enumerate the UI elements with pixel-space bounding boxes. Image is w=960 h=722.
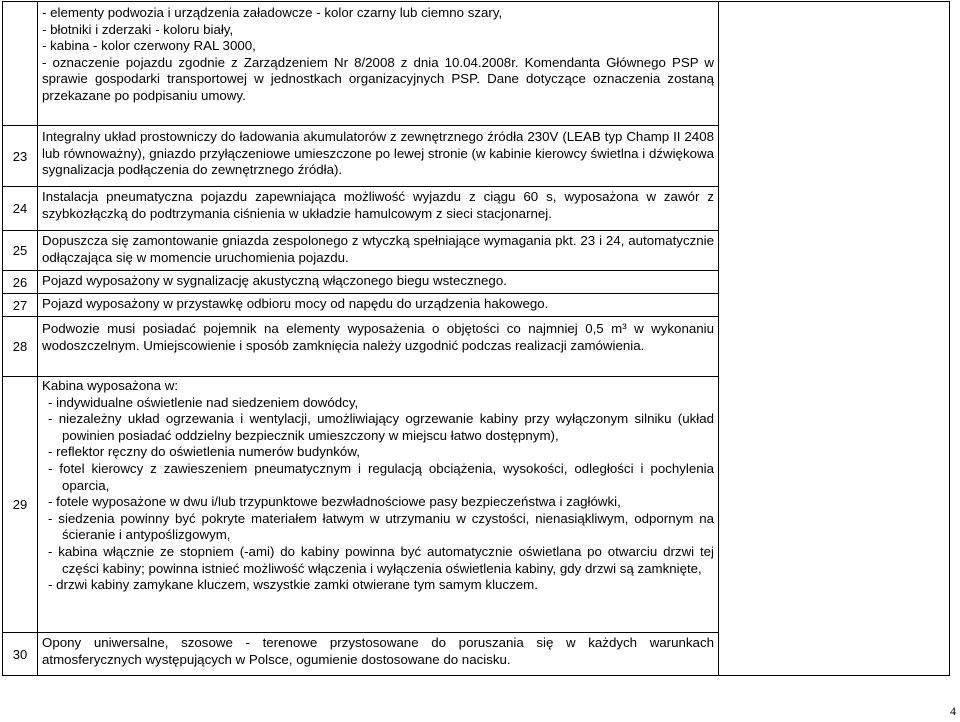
description-cell bbox=[38, 377, 719, 633]
list-item: - fotel kierowcy z zawieszeniem pneumatycznym i regulacją obciążenia, wysokości, odległości i pochylenia oparcia, bbox=[48, 460, 714, 493]
row-text: Podwozie musi posiadać pojemnik na elementy wyposażenia o objętości co najmniej 0,5 m³ w wykonaniu wodoszczelnym. Umiejscowienie i sposób zamknięcia należy uzgodnić podczas realizacji zamówienia. bbox=[42, 321, 714, 353]
row-number: 25 bbox=[3, 231, 38, 271]
row-text: Dopuszcza się zamontowanie gniazda zespolonego z wtyczką spełniające wymagania pkt. 23 i 24, automatycznie odłączająca się w momencie uruchomienia pojazdu. bbox=[42, 233, 714, 265]
page-number: 4 bbox=[950, 704, 956, 718]
list-item: - fotele wyposażone w dwu i/lub trzypunktowe bezwładnościowe pasy bezpieczeństwa i zagłówki, bbox=[48, 494, 621, 510]
list-item: - kabina - kolor czerwony RAL 3000, bbox=[42, 38, 256, 54]
description-cell bbox=[38, 294, 719, 317]
row-text: Pojazd wyposażony w przystawkę odbioru mocy od napędu do urządzenia hakowego. bbox=[42, 296, 549, 311]
row-number: 24 bbox=[3, 187, 38, 231]
list-item: - indywidualne oświetlenie nad siedzeniem dowódcy, bbox=[48, 394, 359, 410]
row-number: 26 bbox=[3, 271, 38, 294]
row-number: 27 bbox=[3, 294, 38, 317]
description-cell bbox=[38, 126, 719, 187]
list-item: - niezależny układ ogrzewania i wentylacji, umożliwiający ogrzewanie kabiny przy wyłączonym silniku (układ powinien posiadać oddzielny bezpiecznik umieszczony w miejscu łatwo dostępnym), bbox=[48, 411, 714, 443]
description-cell bbox=[38, 317, 719, 377]
blank-column bbox=[719, 2, 950, 676]
description-cell bbox=[38, 231, 719, 271]
list-intro: Kabina wyposażona w: bbox=[42, 378, 179, 393]
list-item: - drzwi kabiny zamykane kluczem, wszystkie zamki otwierane tym samym kluczem. bbox=[48, 577, 538, 593]
row-number-cell bbox=[3, 2, 38, 126]
list-item: - oznaczenie pojazdu zgodnie z Zarządzeniem Nr 8/2008 z dnia 10.04.2008r. Komendanta Głównego PSP w sprawie gospodarki transportowej w jednostkach organizacyjnych PSP. Dane dotyczące oznaczenia zostaną przekazane po podpisaniu umowy. bbox=[42, 54, 714, 103]
row-number: 30 bbox=[3, 633, 38, 676]
row-text: Instalacja pneumatyczna pojazdu zapewniająca możliwość wyjazdu z ciągu 60 s, wyposażona w zawór z szybkozłączką do podtrzymania ciśnienia w układzie hamulcowym z sieci stacjonarnej. bbox=[42, 189, 714, 221]
list-item: - siedzenia powinny być pokryte materiałem łatwym w utrzymaniu w czystości, nienasiąkliwym, odpornym na ścieranie i antypoślizgowym, bbox=[48, 510, 714, 543]
description-cell bbox=[38, 2, 719, 126]
row-number: 23 bbox=[3, 126, 38, 187]
table-row bbox=[3, 2, 950, 126]
row-number: 29 bbox=[3, 377, 38, 633]
list-item: - kabina włącznie ze stopniem (-ami) do kabiny powinna być automatycznie oświetlana po otwarciu drzwi tej części kabiny; powinna istnieć możliwość włączenia i wyłączenia oświetlenia kabiny, gdy drzwi są zamknięte, bbox=[48, 543, 714, 576]
list-item: - błotniki i zderzaki - koloru biały, bbox=[42, 21, 234, 37]
row-text: Pojazd wyposażony w sygnalizację akustyczną włączonego biegu wstecznego. bbox=[42, 273, 507, 288]
description-cell bbox=[38, 271, 719, 294]
description-cell bbox=[38, 187, 719, 231]
cabin-equipment-list bbox=[38, 377, 718, 595]
color-list bbox=[38, 2, 718, 107]
list-item: - elementy podwozia i urządzenia załadowcze - kolor czarny lub ciemno szary, bbox=[42, 5, 503, 20]
list-item: - reflektor ręczny do oświetlenia numerów budynków, bbox=[48, 444, 360, 460]
row-number: 28 bbox=[3, 317, 38, 377]
specification-table bbox=[2, 1, 950, 676]
description-cell bbox=[38, 633, 719, 676]
row-text: Integralny układ prostowniczy do ładowania akumulatorów z zewnętrznego źródła 230V (LEAB typ Champ II 2408 lub równoważny), gniazdo przyłączeniowe umieszczone po lewej stronie (w kabinie kierowcy świetlna i dźwiękowa sygnalizacja podłączenia do zewnętrznego źródła). bbox=[42, 129, 714, 178]
row-text: Opony uniwersalne, szosowe - terenowe przystosowane do poruszania się w każdych warunkach atmosferycznych występujących w Polsce, ogumienie dostosowane do nacisku. bbox=[42, 635, 714, 667]
